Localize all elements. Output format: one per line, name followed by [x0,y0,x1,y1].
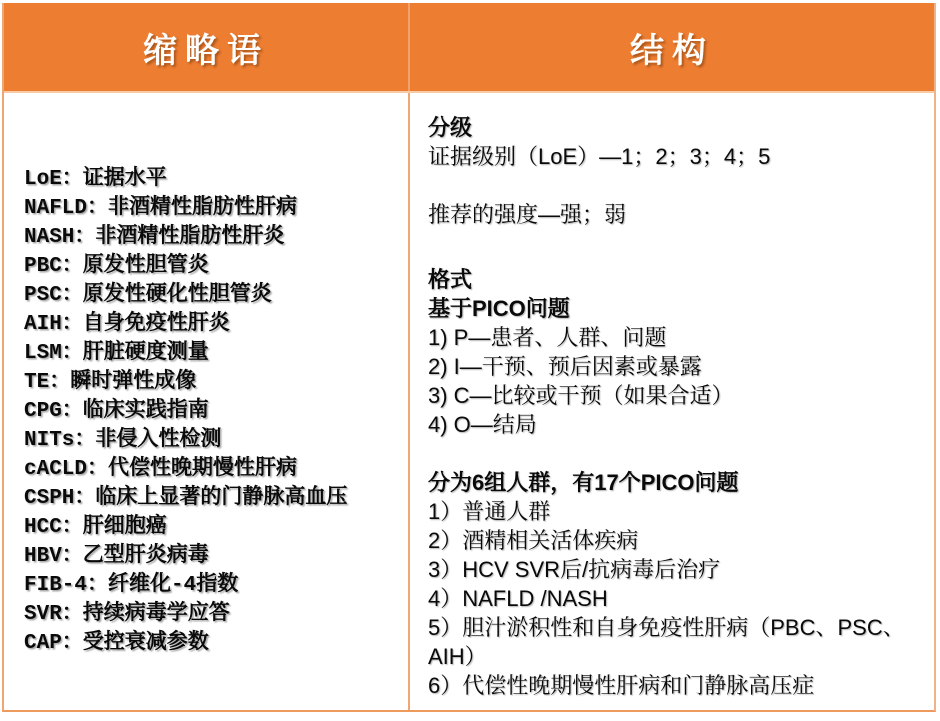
structure-line: 1) P—患者、人群、问题 [428,325,667,350]
structure-cell [410,93,934,710]
structure-header-cell [410,3,934,91]
structure-heading-format: 格式 [428,267,473,292]
structure-heading-grading: 分级 [428,115,473,140]
abbreviations-cell [4,93,410,710]
structure-line: 推荐的强度—强；弱 [428,202,627,227]
abbr-line: CAP：受控衰减参数 [24,632,209,655]
abbr-line: PBC：原发性胆管炎 [24,255,209,278]
structure-line: 2) I—干预、预后因素或暴露 [428,354,702,379]
abbr-line: PSC：原发性硬化性胆管炎 [24,284,272,307]
structure-line: 5）胆汁淤积性和自身免疫性肝病（PBC、PSC、AIH） [428,615,905,669]
abbr-line: NITs：非侵入性检测 [24,429,222,452]
abbr-line: CPG：临床实践指南 [24,400,209,423]
abbr-line: HCC：肝细胞癌 [24,516,167,539]
structure-line: 4) O—结局 [428,412,537,437]
structure-line: 3) C—比较或干预（如果合适） [428,383,734,408]
structure-line: 3）HCV SVR后/抗病毒后治疗 [428,557,721,582]
abbr-line: AIH：自身免疫性肝炎 [24,313,230,336]
structure-line: 6）代偿性晚期慢性肝病和门静脉高压症 [428,673,815,698]
structure-line: 1）普通人群 [428,499,551,524]
table-header-row [4,3,934,93]
abbreviations-header-cell [4,3,410,91]
abbr-line: SVR：持续病毒学应答 [24,603,230,626]
abbr-line: NASH：非酒精性脂肪性肝炎 [24,226,285,249]
abbr-line: cACLD：代偿性晚期慢性肝病 [24,458,298,481]
structure-line: 2）酒精相关活体疾病 [428,528,639,553]
abbr-line: HBV：乙型肝炎病毒 [24,545,209,568]
abbr-line: FIB-4：纤维化-4指数 [24,574,239,597]
structure-title: 结构 [630,32,714,70]
structure-line: 证据级别（LoE）—1；2；3；4；5 [428,144,771,169]
abbr-line: CSPH：临床上显著的门静脉高血压 [24,487,348,510]
abbreviations-title: 缩略语 [143,32,269,70]
structure-heading-groups: 分为6组人群，有17个PICO问题 [428,470,739,495]
abbr-line: LoE：证据水平 [24,168,167,191]
structure-line: 4）NAFLD /NASH [428,586,608,611]
table-body-row [4,93,934,710]
abbr-line: TE：瞬时弹性成像 [24,371,197,394]
abbr-line: LSM：肝脏硬度测量 [24,342,209,365]
structure-heading-pico: 基于PICO问题 [428,296,570,321]
two-column-table [2,3,936,712]
abbr-line: NAFLD：非酒精性脂肪性肝病 [24,197,298,220]
